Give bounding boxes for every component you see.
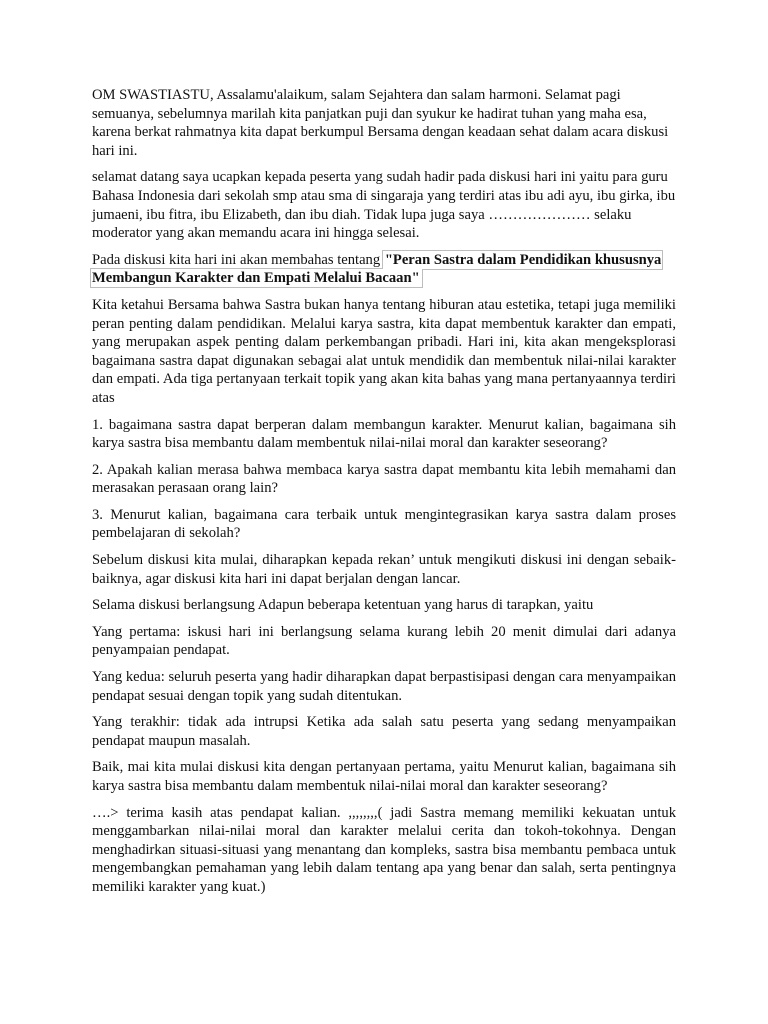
rule-item-1: Yang pertama: iskusi hari ini berlangsung selama kurang lebih 20 menit dimulai dari adanya penyampaian pendapat. [92, 623, 676, 659]
welcome-paragraph: selamat datang saya ucapkan kepada peserta yang sudah hadir pada diskusi hari ini yaitu para guru Bahasa Indonesia dari sekolah smp atau sma di singaraja yang terdiri atas ibu adi ayu, ibu girka, ibu jumaeni, ibu fitra, ibu Elizabeth, dan ibu diah. Tidak lupa juga saya ………………… selaku moderator yang akan memandu acara ini hingga selesai. [92, 169, 676, 242]
closing-response-paragraph: ….> terima kasih atas pendapat kalian. ,,,,,,,,( jadi Sastra memang memiliki kekuatan untuk menggambarkan nilai-nilai moral dan karakter melalui cerita dan tokoh-tokohnya. Dengan menghadirkan situasi-situasi yang menantang dan kompleks, sastra bisa membantu pembaca untuk mengembangkan pemahaman yang lebih dalam tentang apa yang benar dan salah, serta pentingnya memiliki karakter yang kuat.) [92, 804, 676, 895]
question-item-3: 3. Menurut kalian, bagaimana cara terbaik untuk mengintegrasikan karya sastra dalam proses pembelajaran di sekolah? [92, 506, 676, 542]
question-item-1: 1. bagaimana sastra dapat berperan dalam membangun karakter. Menurut kalian, bagaimana sih karya sastra bisa membantu dalam membentuk nilai-nilai moral dan karakter seseorang? [92, 416, 676, 452]
topic-paragraph [92, 251, 676, 288]
topic-title: "Peran Sastra dalam Pendidikan khususnya Membangun Karakter dan Empati Melalui Bacaan" [92, 251, 662, 287]
rule-item-2: Yang kedua: seluruh peserta yang hadir diharapkan dapat berpastisipasi dengan cara menyampaikan pendapat sesuai dengan topik yang sudah ditentukan. [92, 669, 676, 704]
before-discussion-paragraph: Sebelum diskusi kita mulai, diharapkan kepada rekan’ untuk mengikuti diskusi ini dengan sebaik-baiknya, agar diskusi kita hari ini dapat berjalan dengan lancar. [92, 552, 676, 587]
topic-intro-text: Pada diskusi kita hari ini akan membahas tentang [92, 251, 384, 268]
intro-paragraph: Kita ketahui Bersama bahwa Sastra bukan hanya tentang hiburan atau estetika, tetapi juga memiliki peran penting dalam pendidikan. Melalui karya sastra, kita dapat membentuk karakter dan empati, yang merupakan aspek penting dalam perkembangan pribadi. Hari ini, kita akan mengeksplorasi bagaimana sastra dapat digunakan sebagai alat untuk mendidik dan membentuk nilai-nilai karakter dan empati. Ada tiga pertanyaan terkait topik yang akan kita bahas yang mana pertanyaannya terdiri atas [92, 296, 676, 406]
rules-intro-paragraph: Selama diskusi berlangsung Adapun beberapa ketentuan yang harus di tarapkan, yaitu [92, 597, 594, 614]
opening-paragraph: OM SWASTIASTU, Assalamu'alaikum, salam Sejahtera dan salam harmoni. Selamat pagi semuanya, sebelumnya marilah kita panjatkan puji dan syukur ke hadirat tuhan yang maha esa, karena berkat rahmatnya kita dapat berkumpul Bersama dengan keadaan sehat dalam acara diskusi hari ini. [92, 87, 669, 159]
start-question-paragraph: Baik, mai kita mulai diskusi kita dengan pertanyaan pertama, yaitu Menurut kalian, bagaimana sih karya sastra bisa membantu dalam membentuk nilai-nilai moral dan karakter seseorang? [92, 759, 676, 794]
question-item-2: 2. Apakah kalian merasa bahwa membaca karya sastra dapat membantu kita lebih memahami dan merasakan perasaan orang lain? [92, 461, 676, 497]
document-page [92, 86, 676, 905]
rule-item-3: Yang terakhir: tidak ada intrupsi Ketika ada salah satu peserta yang sedang menyampaikan pendapat maupun masalah. [92, 714, 676, 749]
